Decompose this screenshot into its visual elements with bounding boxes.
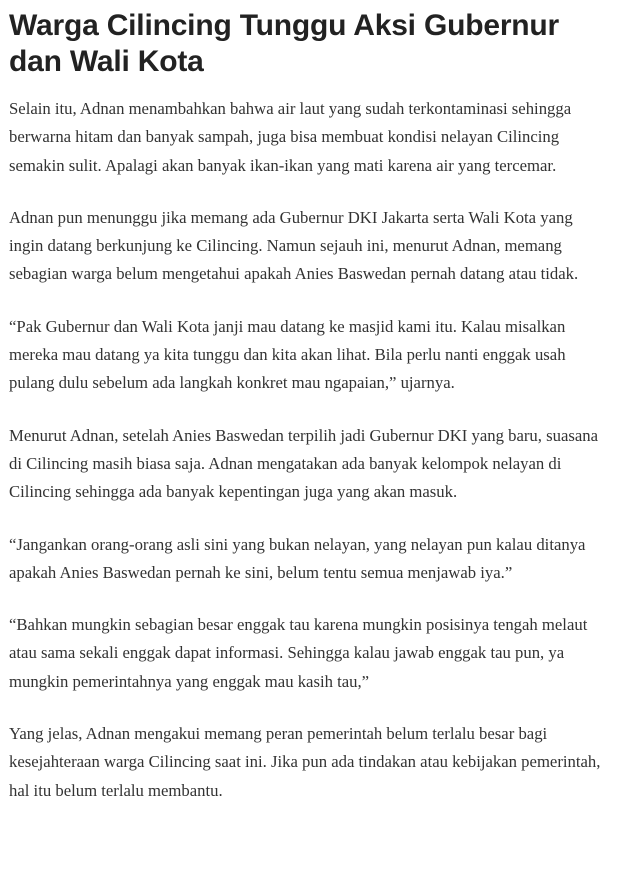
article-paragraph: “Jangankan orang-orang asli sini yang bukan nelayan, yang nelayan pun kalau ditanya apakah Anies Baswedan pernah ke sini, belum tentu semua menjawab iya.” [9, 534, 586, 582]
article-paragraph: Adnan pun menunggu jika memang ada Gubernur DKI Jakarta serta Wali Kota yang ingin datang berkunjung ke Cilincing. Namun sejauh ini, menurut Adnan, memang sebagian warga belum mengetahui apakah Anies Baswedan pernah datang atau tidak. [9, 207, 579, 284]
article-paragraph: Yang jelas, Adnan mengakui memang peran pemerintah belum terlalu besar bagi kesejahteraan warga Cilincing saat ini. Jika pun ada tindakan atau kebijakan pemerintah, hal itu belum terlalu membantu. [9, 724, 601, 800]
article-paragraph: Selain itu, Adnan menambahkan bahwa air laut yang sudah terkontaminasi sehingga berwarna hitam dan banyak sampah, juga bisa membuat kondisi nelayan Cilincing semakin sulit. Apalagi akan banyak ikan-ikan yang mati karena air yang tercemar. [9, 99, 572, 175]
article-paragraph: Menurut Adnan, setelah Anies Baswedan terpilih jadi Gubernur DKI yang baru, suasana di Cilincing masih biasa saja. Adnan mengatakan ada banyak kelompok nelayan di Cilincing sehingga ada banyak kepentingan juga yang akan masuk. [9, 425, 599, 502]
article-headline: Warga Cilincing Tunggu Aksi Gubernur dan Wali Kota [9, 9, 560, 78]
article-paragraph: “Bahkan mungkin sebagian besar enggak tau karena mungkin posisinya tengah melaut atau sama sekali enggak dapat informasi. Sehingga kalau jawab enggak tau pun, ya mungkin pemerintahnya yang enggak mau kasih tau,” [9, 615, 588, 691]
article-paragraph: “Pak Gubernur dan Wali Kota janji mau datang ke masjid kami itu. Kalau misalkan mereka mau datang ya kita tunggu dan kita akan lihat. Bila perlu nanti enggak usah pulang dulu sebelum ada langkah konkret mau ngapaian,” ujarnya. [9, 316, 566, 393]
